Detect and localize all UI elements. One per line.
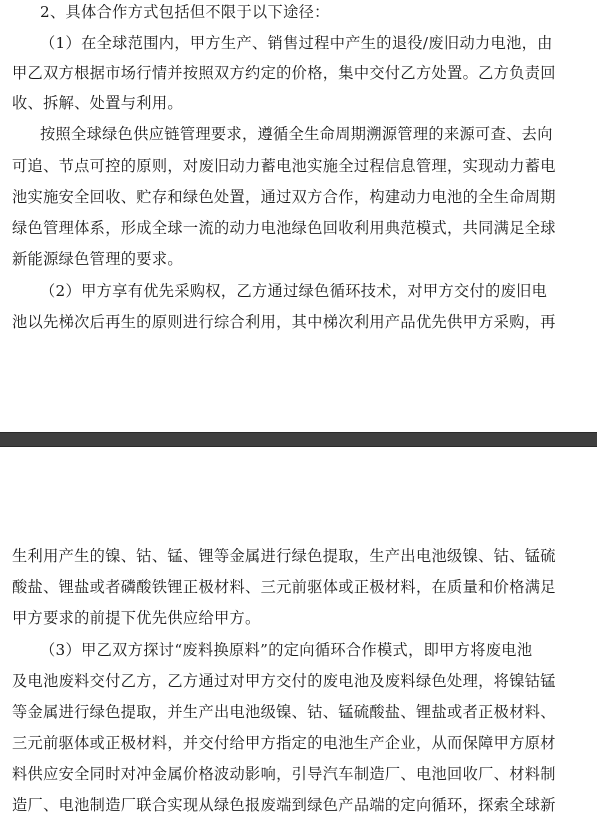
text-line: （3）甲乙双方探讨“废料换原料”的定向循环合作模式，即甲方将废电池 (40, 641, 533, 659)
text-line: （1）在全球范围内，甲方生产、销售过程中产生的退役/废旧动力电池，由 (40, 34, 553, 52)
text-line: 等金属进行绿色提取，并生产出电池级镍、钴、锰硫酸盐、锂盐或者正极材料、 (12, 703, 556, 721)
text-line: 甲方要求的前提下优先供应给甲方。 (12, 609, 261, 627)
text-line: 新能源绿色管理的要求。 (12, 250, 183, 268)
text-line: 池以先梯次后再生的原则进行综合利用，其中梯次利用产品优先供甲方采购，再 (12, 313, 556, 331)
text-line: 甲乙双方根据市场行情并按照双方约定的价格，集中交付乙方处置。乙方负责回 (12, 64, 556, 82)
text-line: 生利用产生的镍、钴、锰、锂等金属进行绿色提取，生产出电池级镍、钴、锰硫 (12, 547, 556, 565)
text-line: 池实施安全回收、贮存和绿色处置，通过双方合作，构建动力电池的全生命周期 (12, 188, 556, 206)
section-heading: 2、具体合作方式包括但不限于以下途径： (40, 3, 330, 21)
text-line: 绿色管理体系，形成全球一流的动力电池绿色回收利用典范模式，共同满足全球 (12, 219, 556, 237)
text-line: 酸盐、锂盐或者磷酸铁锂正极材料、三元前驱体或正极材料，在质量和价格满足 (12, 578, 556, 596)
text-line: （2）甲方享有优先采购权，乙方通过绿色循环技术，对甲方交付的废旧电 (40, 282, 548, 300)
text-line: 可追、节点可控的原则，对废旧动力蓄电池实施全过程信息管理，实现动力蓄电 (12, 157, 556, 175)
text-line: 料供应安全同时对冲金属价格波动影响，引导汽车制造厂、电池回收厂、材料制 (12, 765, 556, 783)
text-line: 三元前驱体或正极材料，并交付给甲方指定的电池生产企业，从而保障甲方原材 (12, 734, 556, 752)
text-line: 按照全球绿色供应链管理要求，遵循全生命周期溯源管理的来源可查、去向 (40, 125, 553, 143)
document-page-bottom (0, 447, 597, 820)
text-line: 收、拆解、处置与利用。 (12, 94, 183, 112)
text-line: 及电池废料交付乙方，乙方通过对甲方交付的废电池及废料绿色处理，将镍钴锰 (12, 672, 556, 690)
text-line: 造厂、电池制造厂联合实现从绿色报废端到绿色产品端的定向循环，探索全球新 (12, 796, 556, 814)
page-separator (0, 432, 597, 447)
